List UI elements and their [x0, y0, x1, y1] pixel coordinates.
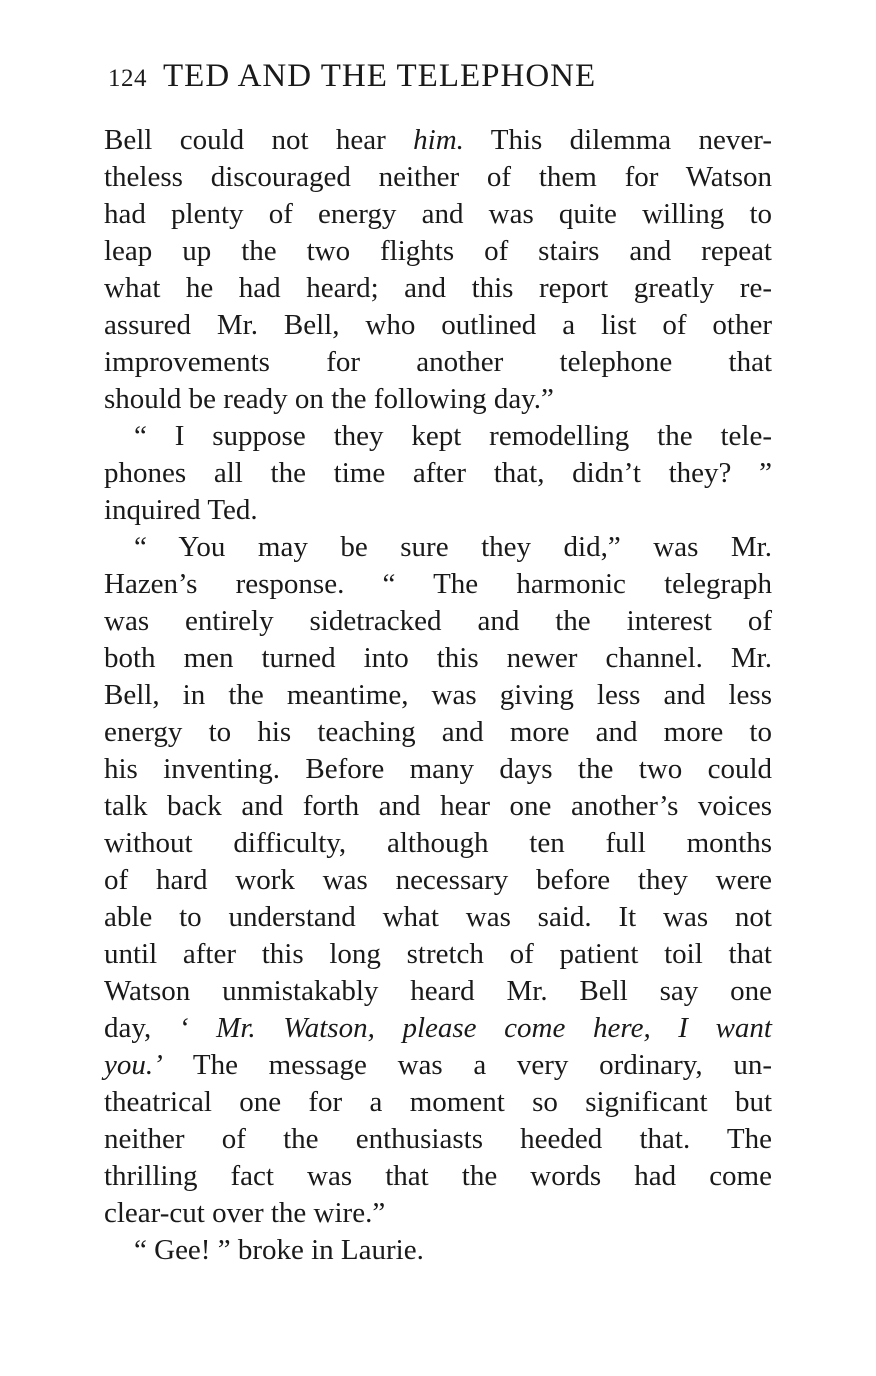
text-line: what he had heard; and this report greatly re-: [104, 272, 772, 304]
text-line: neither of the enthusiasts heeded that. The: [104, 1123, 772, 1155]
italic-text: him.: [413, 124, 464, 156]
text-line: of hard work was necessary before they were: [104, 864, 772, 896]
text-line: able to understand what was said. It was not: [104, 901, 772, 933]
italic-text: you.’: [104, 1049, 163, 1081]
text-line: “ I suppose they kept remodelling the tele-: [134, 420, 772, 452]
text-line: day, ‘ Mr. Watson, please come here, I want: [104, 1012, 772, 1044]
text-line: “ You may be sure they did,” was Mr.: [134, 531, 772, 563]
text-line: theatrical one for a moment so significant but: [104, 1086, 772, 1118]
text-line: talk back and forth and hear one another’s voices: [104, 790, 772, 822]
text-line: energy to his teaching and more and more to: [104, 716, 772, 748]
body-text: [104, 122, 772, 1269]
text-line: Bell could not hear him. This dilemma never-: [104, 124, 772, 156]
text-line: “ Gee! ” broke in Laurie.: [134, 1234, 424, 1266]
text-line: should be ready on the following day.”: [104, 383, 554, 415]
text-line: until after this long stretch of patient toil that: [104, 938, 772, 970]
text-line: inquired Ted.: [104, 494, 258, 526]
text-line: Watson unmistakably heard Mr. Bell say one: [104, 975, 772, 1007]
text-line: Bell, in the meantime, was giving less and less: [104, 679, 772, 711]
text-line: assured Mr. Bell, who outlined a list of other: [104, 309, 772, 341]
text-line: theless discouraged neither of them for Watson: [104, 161, 772, 193]
page-number: 124: [108, 65, 147, 92]
text-line: without difficulty, although ten full months: [104, 827, 772, 859]
text-line: thrilling fact was that the words had come: [104, 1160, 772, 1192]
italic-text: ‘ Mr. Watson, please come here, I want: [178, 1012, 772, 1044]
text-line: clear-cut over the wire.”: [104, 1197, 386, 1229]
text-line: Hazen’s response. “ The harmonic telegraph: [104, 568, 772, 600]
text-line: you.’ The message was a very ordinary, un-: [104, 1049, 772, 1081]
text-line: was entirely sidetracked and the interest of: [104, 605, 772, 637]
text-line: leap up the two flights of stairs and repeat: [104, 235, 772, 267]
running-head: [108, 58, 778, 97]
text-line: improvements for another telephone that: [104, 346, 772, 378]
running-title: TED AND THE TELEPHONE: [163, 58, 597, 94]
text-line: phones all the time after that, didn’t they? ”: [104, 457, 772, 489]
text-line: had plenty of energy and was quite willing to: [104, 198, 772, 230]
text-line: both men turned into this newer channel. Mr.: [104, 642, 772, 674]
text-line: his inventing. Before many days the two could: [104, 753, 772, 785]
